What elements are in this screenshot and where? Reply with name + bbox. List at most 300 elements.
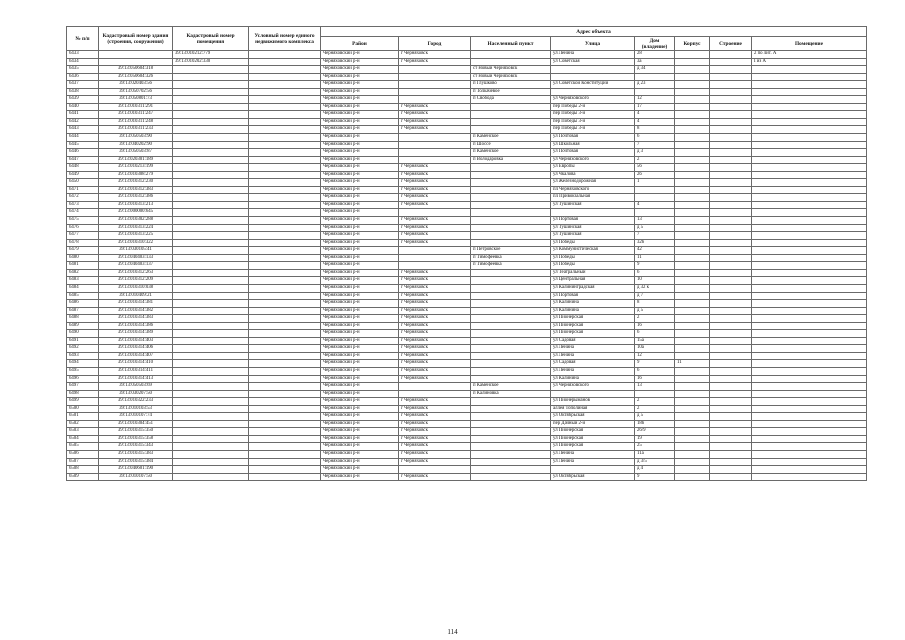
cell-kad-building — [99, 58, 173, 66]
cell-stroenie — [710, 224, 752, 232]
cell-np: п Тимофеевка — [471, 254, 551, 262]
table-row — [67, 209, 867, 217]
cell-dom: 1 — [635, 179, 675, 187]
cell-stroenie — [710, 51, 752, 59]
cell-kad-building: 39:13:050801:73 — [99, 96, 173, 104]
table-row — [67, 458, 867, 466]
table-row — [67, 73, 867, 81]
cell-korpus — [675, 179, 710, 187]
cell-kad-room — [173, 96, 249, 104]
cell-gorod: г Черняховск — [399, 345, 471, 353]
cell-cond-num — [249, 405, 321, 413]
cell-rayon: Черняховский р-н — [321, 269, 399, 277]
cell-ulitsa: ул Школьная — [551, 141, 635, 149]
cell-cond-num — [249, 435, 321, 443]
cell-pomeshchenie — [752, 300, 867, 308]
cell-kad-room — [173, 300, 249, 308]
cell-kad-building: 39:13:010313:213 — [99, 201, 173, 209]
cell-kad-building: 39:13:010314:381 — [99, 300, 173, 308]
cell-np: п Глушково — [471, 81, 551, 89]
table-row — [67, 405, 867, 413]
cell-cond-num — [249, 367, 321, 375]
cell-np — [471, 375, 551, 383]
cell-korpus — [675, 126, 710, 134]
cell-num: 6443 — [67, 126, 99, 134]
cell-cond-num — [249, 81, 321, 89]
cell-korpus — [675, 224, 710, 232]
cell-ulitsa: ул Калининградская — [551, 284, 635, 292]
header-dom: Дом (владение) — [635, 37, 675, 51]
cell-num: 6440 — [67, 103, 99, 111]
cell-dom: 12 — [635, 96, 675, 104]
cell-np — [471, 194, 551, 202]
cell-rayon: Черняховский р-н — [321, 81, 399, 89]
cell-ulitsa: ул Ленина — [551, 352, 635, 360]
cell-korpus — [675, 141, 710, 149]
page-number: 114 — [447, 628, 458, 636]
cell-dom: 3а — [635, 58, 675, 66]
cell-np: п Толкачевое — [471, 88, 551, 96]
cell-kad-building: 39:13:010314:389 — [99, 330, 173, 338]
cell-num: 6475 — [67, 217, 99, 225]
cell-ulitsa — [551, 390, 635, 398]
cell-np: п Петровское — [471, 247, 551, 255]
cell-kad-building: 39:13:050503:90 — [99, 134, 173, 142]
cell-kad-room — [173, 269, 249, 277]
table-row — [67, 435, 867, 443]
cell-stroenie — [710, 405, 752, 413]
cell-pomeshchenie — [752, 262, 867, 270]
cell-korpus — [675, 51, 710, 59]
cell-korpus — [675, 337, 710, 345]
cell-dom — [635, 209, 675, 217]
cell-ulitsa: ул Победы — [551, 254, 635, 262]
cell-ulitsa: ул Железнодорожная — [551, 179, 635, 187]
cell-num: 6491 — [67, 337, 99, 345]
header-kad-building: Кадастровый номер здания (строения, сооружения) — [99, 27, 173, 51]
cell-dom — [635, 390, 675, 398]
cell-gorod: г Черняховск — [399, 413, 471, 421]
register-sheet — [66, 26, 866, 481]
cell-cond-num — [249, 194, 321, 202]
cell-dom: 17 — [635, 103, 675, 111]
cell-np — [471, 307, 551, 315]
cell-kad-room — [173, 360, 249, 368]
cell-gorod — [399, 149, 471, 157]
cell-dom: 9 — [635, 473, 675, 481]
cell-dom: 11 — [635, 254, 675, 262]
cell-gorod: г Черняховск — [399, 269, 471, 277]
cell-np — [471, 360, 551, 368]
cell-kad-building: 39:13:010313:224 — [99, 224, 173, 232]
table-row — [67, 194, 867, 202]
cell-rayon: Черняховский р-н — [321, 337, 399, 345]
cell-rayon: Черняховский р-н — [321, 149, 399, 157]
cell-dom: д 32 к — [635, 284, 675, 292]
cell-num: 6435 — [67, 66, 99, 74]
cell-np — [471, 450, 551, 458]
cell-num: 6446 — [67, 149, 99, 157]
cell-gorod: г Черняховск — [399, 103, 471, 111]
cell-kad-room — [173, 420, 249, 428]
cell-ulitsa: ул Пионерская — [551, 330, 635, 338]
cell-korpus — [675, 330, 710, 338]
cell-gorod: г Черняховск — [399, 405, 471, 413]
table-row — [67, 81, 867, 89]
cell-pomeshchenie — [752, 164, 867, 172]
cell-ulitsa: ул Калинина — [551, 307, 635, 315]
cell-np — [471, 209, 551, 217]
cell-kad-building: 39:13:010314:411 — [99, 367, 173, 375]
cell-num: 6438 — [67, 88, 99, 96]
cell-cond-num — [249, 390, 321, 398]
cell-ulitsa: ул Ленина — [551, 51, 635, 59]
cell-ulitsa: пер Победы 3-й — [551, 111, 635, 119]
table-row — [67, 262, 867, 270]
cell-np — [471, 413, 551, 421]
cell-gorod: г Черняховск — [399, 307, 471, 315]
cell-num: 6498 — [67, 390, 99, 398]
cell-korpus — [675, 307, 710, 315]
cell-stroenie — [710, 307, 752, 315]
cell-ulitsa: ул Пионерыманов — [551, 398, 635, 406]
cell-stroenie — [710, 254, 752, 262]
cell-rayon: Черняховский р-н — [321, 443, 399, 451]
cell-num: 6478 — [67, 239, 99, 247]
cell-num: 6480 — [67, 254, 99, 262]
cell-pomeshchenie — [752, 96, 867, 104]
cell-num: 6450 — [67, 179, 99, 187]
cell-kad-room — [173, 284, 249, 292]
cell-gorod: г Черняховск — [399, 435, 471, 443]
table-row — [67, 420, 867, 428]
cell-np — [471, 466, 551, 474]
cell-gorod: г Черняховск — [399, 179, 471, 187]
cell-pomeshchenie — [752, 149, 867, 157]
cell-korpus — [675, 254, 710, 262]
cell-num: 6472 — [67, 194, 99, 202]
cell-rayon: Черняховский р-н — [321, 66, 399, 74]
cell-pomeshchenie — [752, 269, 867, 277]
table-row — [67, 232, 867, 240]
cell-kad-building: 39:13:020301:189 — [99, 156, 173, 164]
cell-korpus — [675, 443, 710, 451]
cell-np: п Шоссе — [471, 141, 551, 149]
cell-cond-num — [249, 51, 321, 59]
cell-num: 6503 — [67, 428, 99, 436]
cell-cond-num — [249, 420, 321, 428]
cell-cond-num — [249, 466, 321, 474]
cell-kad-building: 39:13:010310:038 — [99, 284, 173, 292]
cell-dom: 56 — [635, 164, 675, 172]
cell-kad-room — [173, 73, 249, 81]
cell-num: 6508 — [67, 466, 99, 474]
cell-ulitsa: ул Советская — [551, 58, 635, 66]
cell-stroenie — [710, 217, 752, 225]
cell-kad-building: 39:13:010314:386 — [99, 322, 173, 330]
cell-gorod: г Черняховск — [399, 352, 471, 360]
cell-ulitsa: пер Победы 3-й — [551, 118, 635, 126]
cell-gorod — [399, 96, 471, 104]
cell-np — [471, 224, 551, 232]
cell-stroenie — [710, 232, 752, 240]
cell-pomeshchenie — [752, 277, 867, 285]
cell-gorod: г Черняховск — [399, 51, 471, 59]
cell-stroenie — [710, 443, 752, 451]
cell-korpus — [675, 103, 710, 111]
cell-rayon: Черняховский р-н — [321, 360, 399, 368]
cell-korpus — [675, 239, 710, 247]
cell-num: 6497 — [67, 383, 99, 391]
cell-kad-building: 39:13:010311:247 — [99, 111, 173, 119]
cell-kad-room — [173, 126, 249, 134]
cell-korpus — [675, 398, 710, 406]
cell-rayon: Черняховский р-н — [321, 390, 399, 398]
cell-ulitsa: ул Пионерская — [551, 428, 635, 436]
cell-rayon: Черняховский р-н — [321, 232, 399, 240]
cell-kad-room — [173, 337, 249, 345]
cell-kad-room — [173, 239, 249, 247]
cell-korpus — [675, 58, 710, 66]
cell-ulitsa: ул Черняховского — [551, 96, 635, 104]
cell-dom: 6 — [635, 134, 675, 142]
table-row — [67, 126, 867, 134]
cell-ulitsa: ул Садовая — [551, 337, 635, 345]
cell-ulitsa — [551, 209, 635, 217]
cell-pomeshchenie — [752, 360, 867, 368]
header-cond-num: Условный номер единого недвижимого комплекса — [249, 27, 321, 51]
cell-kad-building: 39:13:040601:190 — [99, 466, 173, 474]
table-row — [67, 473, 867, 481]
cell-dom: 2б — [635, 171, 675, 179]
cell-dom: 15а — [635, 337, 675, 345]
cell-np — [471, 186, 551, 194]
cell-rayon: Черняховский р-н — [321, 239, 399, 247]
cell-ulitsa: ул Ленина — [551, 345, 635, 353]
cell-np — [471, 435, 551, 443]
cell-stroenie — [710, 284, 752, 292]
table-row — [67, 277, 867, 285]
cell-gorod: г Черняховск — [399, 201, 471, 209]
cell-ulitsa: ул Победы — [551, 262, 635, 270]
cell-dom: 9 — [635, 262, 675, 270]
cell-kad-room — [173, 367, 249, 375]
cell-np — [471, 352, 551, 360]
cell-rayon: Черняховский р-н — [321, 254, 399, 262]
cell-num: 6499 — [67, 398, 99, 406]
cell-gorod: г Черняховск — [399, 375, 471, 383]
cell-kad-room — [173, 277, 249, 285]
cell-rayon: Черняховский р-н — [321, 466, 399, 474]
cell-rayon: Черняховский р-н — [321, 300, 399, 308]
cell-rayon: Черняховский р-н — [321, 307, 399, 315]
cell-cond-num — [249, 300, 321, 308]
cell-ulitsa: пер Дачный 2-й — [551, 420, 635, 428]
header-rayon: Район — [321, 37, 399, 51]
table-row — [67, 239, 867, 247]
table-row — [67, 217, 867, 225]
table-row — [67, 51, 867, 59]
table-row — [67, 345, 867, 353]
cell-kad-building: 39:13:010107:50 — [99, 473, 173, 481]
cell-pomeshchenie — [752, 186, 867, 194]
cell-cond-num — [249, 383, 321, 391]
cell-rayon: Черняховский р-н — [321, 186, 399, 194]
cell-gorod — [399, 141, 471, 149]
cell-korpus — [675, 322, 710, 330]
cell-rayon: Черняховский р-н — [321, 367, 399, 375]
cell-kad-building: 39:13:010312:386 — [99, 194, 173, 202]
cell-kad-room — [173, 458, 249, 466]
cell-korpus — [675, 375, 710, 383]
cell-cond-num — [249, 88, 321, 96]
cell-cond-num — [249, 171, 321, 179]
cell-pomeshchenie — [752, 398, 867, 406]
cell-pomeshchenie — [752, 428, 867, 436]
cell-dom: д 4 — [635, 466, 675, 474]
cell-kad-room — [173, 330, 249, 338]
cell-kad-room: 39:13:010212:779 — [173, 51, 249, 59]
cell-gorod: г Черняховск — [399, 58, 471, 66]
cell-stroenie — [710, 88, 752, 96]
cell-pomeshchenie — [752, 390, 867, 398]
cell-pomeshchenie — [752, 443, 867, 451]
cell-np — [471, 420, 551, 428]
cell-ulitsa: ул Октябрьская — [551, 413, 635, 421]
cell-rayon: Черняховский р-н — [321, 292, 399, 300]
header-address: Адрес объекта — [321, 27, 867, 37]
cell-korpus — [675, 367, 710, 375]
cell-kad-room — [173, 232, 249, 240]
cell-pomeshchenie — [752, 367, 867, 375]
table-row — [67, 337, 867, 345]
cell-num: 6493 — [67, 352, 99, 360]
cell-np — [471, 111, 551, 119]
cell-pomeshchenie — [752, 201, 867, 209]
cell-kad-room — [173, 179, 249, 187]
cell-pomeshchenie — [752, 315, 867, 323]
cell-stroenie — [710, 156, 752, 164]
cell-kad-building: 39:13:010312:383 — [99, 186, 173, 194]
cell-ulitsa: ул Центральная — [551, 277, 635, 285]
cell-rayon: Черняховский р-н — [321, 420, 399, 428]
cell-kad-building: 39:13:010314:406 — [99, 345, 173, 353]
cell-korpus — [675, 81, 710, 89]
cell-ulitsa: ул Пионерская — [551, 435, 635, 443]
cell-ulitsa: ул Тушинская — [551, 224, 635, 232]
cell-num: 6494 — [67, 360, 99, 368]
cell-cond-num — [249, 398, 321, 406]
cell-num: 6436 — [67, 73, 99, 81]
cell-korpus — [675, 428, 710, 436]
cell-pomeshchenie — [752, 337, 867, 345]
cell-stroenie — [710, 269, 752, 277]
cell-pomeshchenie — [752, 81, 867, 89]
cell-num: 6444 — [67, 134, 99, 142]
cell-cond-num — [249, 428, 321, 436]
cell-pomeshchenie — [752, 156, 867, 164]
cell-cond-num — [249, 443, 321, 451]
cell-kad-room — [173, 322, 249, 330]
cell-num: 6441 — [67, 111, 99, 119]
cell-cond-num — [249, 141, 321, 149]
cell-num: 6506 — [67, 450, 99, 458]
cell-korpus — [675, 390, 710, 398]
cell-pomeshchenie: I из А — [752, 58, 867, 66]
cell-dom: д 5 — [635, 307, 675, 315]
table-row — [67, 58, 867, 66]
table-row — [67, 247, 867, 255]
cell-rayon: Черняховский р-н — [321, 458, 399, 466]
cell-korpus — [675, 458, 710, 466]
cell-korpus — [675, 201, 710, 209]
cell-stroenie — [710, 345, 752, 353]
cell-korpus — [675, 171, 710, 179]
cell-kad-building: 39:13:000000:645 — [99, 209, 173, 217]
cell-kad-building: 39:13:010315:343 — [99, 443, 173, 451]
cell-korpus — [675, 315, 710, 323]
cell-gorod: г Черняховск — [399, 315, 471, 323]
cell-rayon: Черняховский р-н — [321, 141, 399, 149]
cell-kad-room — [173, 66, 249, 74]
cell-ulitsa: ул Театральный — [551, 269, 635, 277]
cell-rayon: Черняховский р-н — [321, 179, 399, 187]
cell-num: 6485 — [67, 292, 99, 300]
cell-num: 6476 — [67, 224, 99, 232]
cell-gorod: г Черняховск — [399, 420, 471, 428]
cell-cond-num — [249, 149, 321, 157]
cell-kad-building: 39:13:020403:56 — [99, 81, 173, 89]
cell-stroenie — [710, 73, 752, 81]
cell-gorod — [399, 383, 471, 391]
header-num: № п/п — [67, 27, 99, 51]
cell-kad-building: 39:13:010315:384 — [99, 458, 173, 466]
cell-ulitsa: ул Почтовая — [551, 149, 635, 157]
cell-pomeshchenie — [752, 383, 867, 391]
cell-np — [471, 330, 551, 338]
cell-kad-room — [173, 398, 249, 406]
cell-cond-num — [249, 458, 321, 466]
table-row — [67, 315, 867, 323]
cell-np — [471, 118, 551, 126]
cell-cond-num — [249, 232, 321, 240]
cell-rayon: Черняховский р-н — [321, 126, 399, 134]
cell-dom: 10а — [635, 345, 675, 353]
cell-num: 6488 — [67, 315, 99, 323]
cell-ulitsa: ул Победы — [551, 239, 635, 247]
cell-num: 6449 — [67, 171, 99, 179]
cell-kad-building: 39:13:010107:74 — [99, 413, 173, 421]
cell-ulitsa: ул Ленина — [551, 367, 635, 375]
cell-gorod — [399, 73, 471, 81]
cell-kad-building: 39:13:010322:233 — [99, 398, 173, 406]
cell-cond-num — [249, 103, 321, 111]
table-row — [67, 156, 867, 164]
cell-gorod: г Черняховск — [399, 277, 471, 285]
cell-stroenie — [710, 413, 752, 421]
cell-korpus — [675, 134, 710, 142]
cell-np — [471, 58, 551, 66]
cell-np — [471, 345, 551, 353]
cell-kad-building: 39:13:010311:291 — [99, 103, 173, 111]
cell-num: 6509 — [67, 473, 99, 481]
cell-np — [471, 443, 551, 451]
cell-kad-building: 39:13:010409:21 — [99, 292, 173, 300]
cell-dom: 2 — [635, 405, 675, 413]
cell-pomeshchenie — [752, 307, 867, 315]
cell-stroenie — [710, 390, 752, 398]
cell-kad-building: 39:13:010103:53 — [99, 405, 173, 413]
